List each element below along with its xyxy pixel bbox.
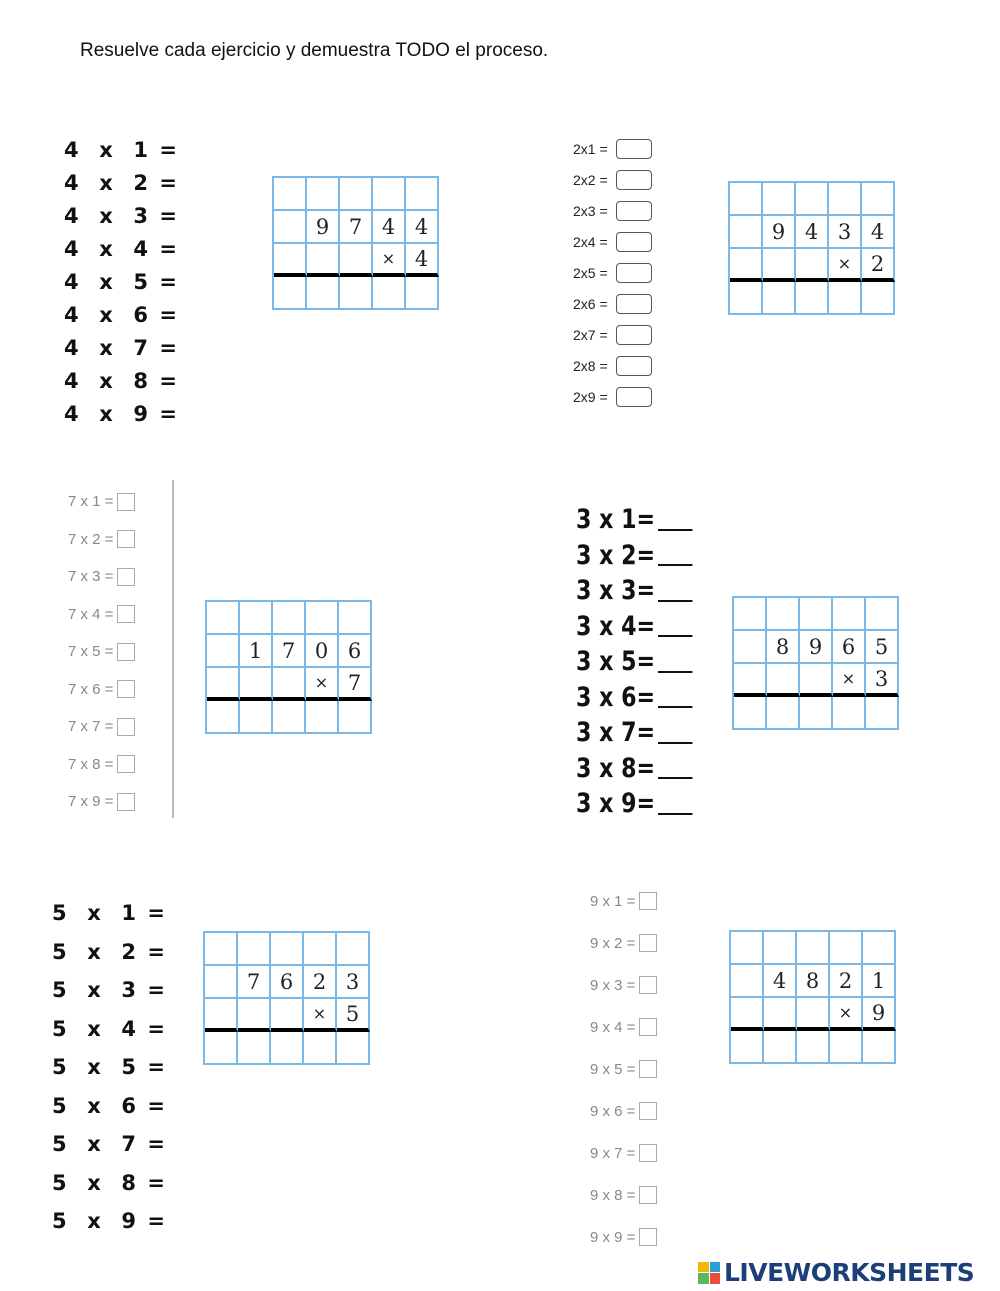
times-sign: × bbox=[829, 249, 862, 282]
answer-cell[interactable] bbox=[306, 701, 339, 734]
times-table-3 bbox=[576, 502, 718, 822]
grid-cell[interactable] bbox=[731, 932, 764, 965]
table-row-label: 9 x 3 = bbox=[590, 976, 636, 994]
table-row-label: 3 x 9= bbox=[576, 788, 656, 820]
answer-box[interactable] bbox=[117, 493, 135, 511]
grid-cell[interactable] bbox=[340, 178, 373, 211]
answer-box[interactable] bbox=[117, 530, 135, 548]
answer-line[interactable] bbox=[658, 686, 692, 708]
answer-cell[interactable] bbox=[274, 277, 307, 310]
digit-cell: 2 bbox=[830, 965, 863, 998]
grid-cell[interactable] bbox=[273, 668, 306, 701]
answer-cell[interactable] bbox=[797, 1031, 830, 1064]
table-row-label: 3 x 2= bbox=[576, 539, 656, 571]
table-row-label: 9 x 9 = bbox=[590, 1228, 636, 1246]
grid-cell[interactable] bbox=[304, 933, 337, 966]
digit-cell: 4 bbox=[764, 965, 797, 998]
table-row: 5 x 7 = bbox=[52, 1132, 167, 1157]
table-row-label: 9 x 6 = bbox=[590, 1102, 636, 1120]
grid-cell[interactable] bbox=[800, 664, 833, 697]
divider-line bbox=[172, 480, 174, 818]
table-row: 5 x 2 = bbox=[52, 939, 167, 964]
table-row: 4 x 9 = bbox=[64, 401, 179, 426]
multiplication-grid-1 bbox=[272, 176, 439, 310]
grid-cell[interactable] bbox=[271, 933, 304, 966]
digit-cell: 3 bbox=[337, 966, 370, 999]
answer-cell[interactable] bbox=[731, 1031, 764, 1064]
grid-cell[interactable] bbox=[205, 999, 238, 1032]
answer-box[interactable] bbox=[117, 568, 135, 586]
answer-cell[interactable] bbox=[829, 282, 862, 315]
digit-cell: 9 bbox=[763, 216, 796, 249]
table-row-label: 7 x 5 = bbox=[68, 643, 114, 661]
multiplication-grid-3 bbox=[205, 600, 372, 734]
table-row-label: 2x8 = bbox=[573, 357, 608, 374]
digit-cell: 6 bbox=[271, 966, 304, 999]
table-row-label: 3 x 3= bbox=[576, 575, 656, 607]
grid-cell[interactable] bbox=[829, 183, 862, 216]
grid-cell[interactable] bbox=[763, 249, 796, 282]
grid-cell[interactable] bbox=[767, 664, 800, 697]
table-row-label: 7 x 2 = bbox=[68, 530, 114, 548]
multiplication-grid-4 bbox=[732, 596, 899, 730]
answer-cell[interactable] bbox=[734, 697, 767, 730]
digit-cell: 7 bbox=[238, 966, 271, 999]
times-table-5 bbox=[52, 894, 167, 1241]
answer-cell[interactable] bbox=[240, 701, 273, 734]
answer-cell[interactable] bbox=[307, 277, 340, 310]
digit-cell: 3 bbox=[829, 216, 862, 249]
answer-box[interactable] bbox=[639, 1060, 657, 1078]
grid-cell[interactable] bbox=[797, 998, 830, 1031]
table-row: 4 x 2 = bbox=[64, 170, 179, 195]
answer-box[interactable] bbox=[639, 976, 657, 994]
times-sign: × bbox=[830, 998, 863, 1031]
digit-cell: 9 bbox=[800, 631, 833, 664]
times-table-2 bbox=[573, 133, 652, 412]
grid-cell[interactable] bbox=[340, 244, 373, 277]
table-row: 5 x 1 = bbox=[52, 901, 167, 926]
grid-cell[interactable] bbox=[306, 602, 339, 635]
table-row: 5 x 4 = bbox=[52, 1016, 167, 1041]
answer-cell[interactable] bbox=[862, 282, 895, 315]
answer-cell[interactable] bbox=[373, 277, 406, 310]
table-row-label: 2x3 = bbox=[573, 202, 608, 219]
grid-cell[interactable] bbox=[800, 598, 833, 631]
table-row-label: 2x2 = bbox=[573, 171, 608, 188]
answer-box[interactable] bbox=[639, 892, 657, 910]
answer-box[interactable] bbox=[639, 1018, 657, 1036]
answer-box[interactable] bbox=[616, 170, 652, 190]
answer-box[interactable] bbox=[639, 1186, 657, 1204]
times-table-9 bbox=[590, 880, 657, 1258]
answer-cell[interactable] bbox=[406, 277, 439, 310]
grid-cell[interactable] bbox=[796, 249, 829, 282]
table-row: 4 x 5 = bbox=[64, 269, 179, 294]
answer-box[interactable] bbox=[616, 325, 652, 345]
answer-box[interactable] bbox=[639, 1144, 657, 1162]
answer-line[interactable] bbox=[658, 651, 692, 673]
digit-cell: 8 bbox=[797, 965, 830, 998]
grid-cell[interactable] bbox=[207, 635, 240, 668]
answer-box[interactable] bbox=[639, 1102, 657, 1120]
table-row-label: 2x6 = bbox=[573, 295, 608, 312]
grid-cell[interactable] bbox=[796, 183, 829, 216]
digit-cell: 7 bbox=[273, 635, 306, 668]
table-row-label: 2x1 = bbox=[573, 140, 608, 157]
grid-cell[interactable] bbox=[205, 933, 238, 966]
table-row-label: 7 x 3 = bbox=[68, 568, 114, 586]
answer-cell[interactable] bbox=[207, 701, 240, 734]
times-sign: × bbox=[306, 668, 339, 701]
answer-box[interactable] bbox=[117, 793, 135, 811]
answer-cell[interactable] bbox=[800, 697, 833, 730]
table-row-label: 9 x 7 = bbox=[590, 1144, 636, 1162]
grid-cell[interactable] bbox=[274, 244, 307, 277]
grid-cell[interactable] bbox=[238, 933, 271, 966]
digit-cell: 8 bbox=[767, 631, 800, 664]
answer-box[interactable] bbox=[639, 1228, 657, 1246]
grid-cell[interactable] bbox=[273, 602, 306, 635]
table-row-label: 9 x 1 = bbox=[590, 892, 636, 910]
table-row-label: 7 x 4 = bbox=[68, 605, 114, 623]
table-row-label: 9 x 8 = bbox=[590, 1186, 636, 1204]
grid-cell[interactable] bbox=[730, 183, 763, 216]
table-row-label: 2x9 = bbox=[573, 388, 608, 405]
answer-cell[interactable] bbox=[337, 1032, 370, 1065]
table-row-label: 3 x 4= bbox=[576, 610, 656, 642]
table-row-label: 2x7 = bbox=[573, 326, 608, 343]
grid-cell[interactable] bbox=[274, 211, 307, 244]
table-row: 5 x 6 = bbox=[52, 1093, 167, 1118]
answer-cell[interactable] bbox=[730, 282, 763, 315]
table-row-label: 7 x 9 = bbox=[68, 793, 114, 811]
digit-cell: 5 bbox=[337, 999, 370, 1032]
digit-cell: 6 bbox=[833, 631, 866, 664]
answer-box[interactable] bbox=[639, 934, 657, 952]
grid-cell[interactable] bbox=[833, 598, 866, 631]
answer-line[interactable] bbox=[658, 580, 692, 602]
answer-line[interactable] bbox=[658, 722, 692, 744]
table-row: 5 x 8 = bbox=[52, 1170, 167, 1195]
answer-cell[interactable] bbox=[796, 282, 829, 315]
table-row: 4 x 7 = bbox=[64, 335, 179, 360]
answer-box[interactable] bbox=[117, 755, 135, 773]
answer-box[interactable] bbox=[616, 294, 652, 314]
grid-cell[interactable] bbox=[763, 183, 796, 216]
table-row-label: 3 x 6= bbox=[576, 681, 656, 713]
grid-cell[interactable] bbox=[337, 933, 370, 966]
digit-cell: 5 bbox=[866, 631, 899, 664]
answer-cell[interactable] bbox=[273, 701, 306, 734]
table-row: 5 x 5 = bbox=[52, 1055, 167, 1080]
multiplication-grid-2 bbox=[728, 181, 895, 315]
answer-cell[interactable] bbox=[238, 1032, 271, 1065]
grid-cell[interactable] bbox=[734, 664, 767, 697]
grid-cell[interactable] bbox=[406, 178, 439, 211]
digit-cell: 1 bbox=[863, 965, 896, 998]
grid-cell[interactable] bbox=[830, 932, 863, 965]
grid-cell[interactable] bbox=[730, 216, 763, 249]
answer-cell[interactable] bbox=[830, 1031, 863, 1064]
table-row-label: 7 x 8 = bbox=[68, 755, 114, 773]
table-row-label: 7 x 7 = bbox=[68, 718, 114, 736]
digit-cell: 2 bbox=[304, 966, 337, 999]
digit-cell: 6 bbox=[339, 635, 372, 668]
answer-box[interactable] bbox=[117, 643, 135, 661]
multiplication-grid-6 bbox=[729, 930, 896, 1064]
grid-cell[interactable] bbox=[205, 966, 238, 999]
table-row-label: 3 x 5= bbox=[576, 646, 656, 678]
answer-cell[interactable] bbox=[866, 697, 899, 730]
times-sign: × bbox=[304, 999, 337, 1032]
table-row: 5 x 9 = bbox=[52, 1209, 167, 1234]
grid-cell[interactable] bbox=[764, 998, 797, 1031]
grid-cell[interactable] bbox=[240, 602, 273, 635]
times-sign: × bbox=[833, 664, 866, 697]
answer-box[interactable] bbox=[117, 605, 135, 623]
digit-cell: 3 bbox=[866, 664, 899, 697]
answer-box[interactable] bbox=[616, 201, 652, 221]
grid-cell[interactable] bbox=[240, 668, 273, 701]
answer-box[interactable] bbox=[117, 680, 135, 698]
times-table-7 bbox=[68, 483, 135, 821]
table-row-label: 9 x 4 = bbox=[590, 1018, 636, 1036]
table-row-label: 3 x 8= bbox=[576, 752, 656, 784]
grid-cell[interactable] bbox=[734, 631, 767, 664]
multiplication-grid-5 bbox=[203, 931, 370, 1065]
digit-cell: 4 bbox=[373, 211, 406, 244]
grid-cell[interactable] bbox=[207, 602, 240, 635]
answer-box[interactable] bbox=[616, 263, 652, 283]
table-row-label: 2x5 = bbox=[573, 264, 608, 281]
digit-cell: 9 bbox=[863, 998, 896, 1031]
digit-cell: 4 bbox=[406, 211, 439, 244]
digit-cell: 7 bbox=[340, 211, 373, 244]
table-row: 4 x 1 = bbox=[64, 137, 179, 162]
answer-cell[interactable] bbox=[339, 701, 372, 734]
answer-line[interactable] bbox=[658, 509, 692, 531]
table-row-label: 2x4 = bbox=[573, 233, 608, 250]
grid-cell[interactable] bbox=[271, 999, 304, 1032]
table-row-label: 9 x 2 = bbox=[590, 934, 636, 952]
grid-cell[interactable] bbox=[238, 999, 271, 1032]
answer-cell[interactable] bbox=[764, 1031, 797, 1064]
answer-cell[interactable] bbox=[863, 1031, 896, 1064]
grid-cell[interactable] bbox=[866, 598, 899, 631]
times-table-4 bbox=[64, 133, 179, 430]
answer-box[interactable] bbox=[616, 387, 652, 407]
answer-cell[interactable] bbox=[340, 277, 373, 310]
grid-cell[interactable] bbox=[730, 249, 763, 282]
answer-line[interactable] bbox=[658, 615, 692, 637]
grid-cell[interactable] bbox=[207, 668, 240, 701]
answer-box[interactable] bbox=[616, 232, 652, 252]
grid-cell[interactable] bbox=[274, 178, 307, 211]
answer-line[interactable] bbox=[658, 793, 692, 815]
answer-cell[interactable] bbox=[833, 697, 866, 730]
grid-cell[interactable] bbox=[863, 932, 896, 965]
answer-box[interactable] bbox=[616, 139, 652, 159]
times-sign: × bbox=[373, 244, 406, 277]
digit-cell: 0 bbox=[306, 635, 339, 668]
table-row-label: 3 x 7= bbox=[576, 717, 656, 749]
digit-cell: 4 bbox=[406, 244, 439, 277]
table-row: 4 x 8 = bbox=[64, 368, 179, 393]
instruction-text: Resuelve cada ejercicio y demuestra TODO el proceso. bbox=[80, 40, 549, 61]
liveworksheets-logo bbox=[698, 1258, 974, 1287]
answer-line[interactable] bbox=[658, 757, 692, 779]
grid-cell[interactable] bbox=[862, 183, 895, 216]
table-row: 4 x 6 = bbox=[64, 302, 179, 327]
digit-cell: 9 bbox=[307, 211, 340, 244]
grid-cell[interactable] bbox=[731, 965, 764, 998]
answer-box[interactable] bbox=[616, 356, 652, 376]
grid-cell[interactable] bbox=[307, 178, 340, 211]
answer-cell[interactable] bbox=[767, 697, 800, 730]
table-row-label: 9 x 5 = bbox=[590, 1060, 636, 1078]
answer-box[interactable] bbox=[117, 718, 135, 736]
answer-cell[interactable] bbox=[763, 282, 796, 315]
digit-cell: 7 bbox=[339, 668, 372, 701]
answer-cell[interactable] bbox=[304, 1032, 337, 1065]
answer-cell[interactable] bbox=[205, 1032, 238, 1065]
answer-cell[interactable] bbox=[271, 1032, 304, 1065]
logo-text: LIVEWORKSHEETS bbox=[724, 1258, 975, 1287]
table-row-label: 7 x 1 = bbox=[68, 493, 114, 511]
logo-icon bbox=[698, 1262, 720, 1284]
digit-cell: 1 bbox=[240, 635, 273, 668]
digit-cell: 2 bbox=[862, 249, 895, 282]
grid-cell[interactable] bbox=[764, 932, 797, 965]
table-row: 5 x 3 = bbox=[52, 978, 167, 1003]
table-row: 4 x 4 = bbox=[64, 236, 179, 261]
grid-cell[interactable] bbox=[373, 178, 406, 211]
grid-cell[interactable] bbox=[767, 598, 800, 631]
table-row-label: 3 x 1= bbox=[576, 504, 656, 536]
digit-cell: 4 bbox=[862, 216, 895, 249]
table-row-label: 7 x 6 = bbox=[68, 680, 114, 698]
digit-cell: 4 bbox=[796, 216, 829, 249]
grid-cell[interactable] bbox=[797, 932, 830, 965]
grid-cell[interactable] bbox=[731, 998, 764, 1031]
answer-line[interactable] bbox=[658, 544, 692, 566]
grid-cell[interactable] bbox=[734, 598, 767, 631]
grid-cell[interactable] bbox=[339, 602, 372, 635]
table-row: 4 x 3 = bbox=[64, 203, 179, 228]
grid-cell[interactable] bbox=[307, 244, 340, 277]
